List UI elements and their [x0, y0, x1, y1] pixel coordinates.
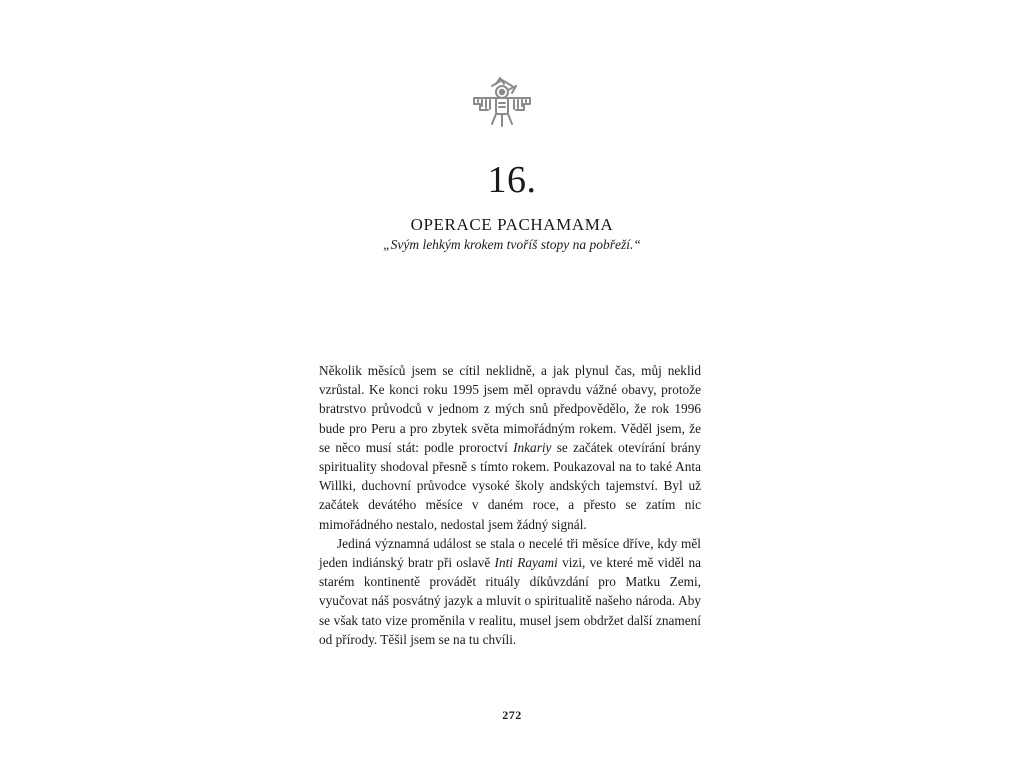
- paragraph-2-part-2: vizi, ve které mě viděl na starém kontinentě provádět rituály díkůvzdání pro Matku Zemi, vyučovat náš posvátný jazyk a mluvit o spiritualitě našeho národa. Aby se však tato vize proměnila v realitu, musel jsem obdržet další znamení od přírody. Těšil jsem se na tu chvíli.: [319, 555, 702, 647]
- paragraph-1-part-2: se začátek otevírání brány spirituality shodoval přesně s tímto rokem. Poukazoval na to také Anta Willki, duchovní průvodce vysoké školy andských tajemství. Byl už začátek devátého měsíce v daném roce, a přesto se zatím nic mimořádného nestalo, nedostal jsem žádný signál.: [319, 439, 701, 532]
- paragraph-2: [319, 534, 701, 649]
- paragraph-2-part-1: Jediná významná událost se stala o necelé tři měsíce dříve, kdy měl jeden indiánský bratr při oslavě: [319, 535, 701, 571]
- body-text: [319, 361, 701, 649]
- paragraph-1: [319, 361, 701, 534]
- paragraph-1-italic-term: Inkariy: [513, 439, 552, 455]
- paragraph-1-part-1: Několik měsíců jsem se cítil neklidně, a jak plynul čas, můj neklid vzrůstal. Ke konci roku 1995 jsem měl opravdu vážné obavy, protože bratrstvo průvodců v jednom z mých snů předpovědělo, že rok 1996 bude pro Peru a pro zbytek světa mimořádným rokem. Věděl jsem, že se něco musí stát: podle proroctví: [319, 363, 701, 455]
- page-number: 272: [502, 708, 522, 722]
- chapter-title: OPERACE PACHAMAMA: [410, 215, 614, 234]
- andean-bird-ornament-icon: [470, 74, 534, 130]
- chapter-number: 16.: [487, 159, 537, 201]
- paragraph-2-italic-term: Inti Rayami: [494, 555, 558, 571]
- chapter-epigraph: „Svým lehkým krokem tvoříš stopy na pobřeží.“: [383, 237, 641, 252]
